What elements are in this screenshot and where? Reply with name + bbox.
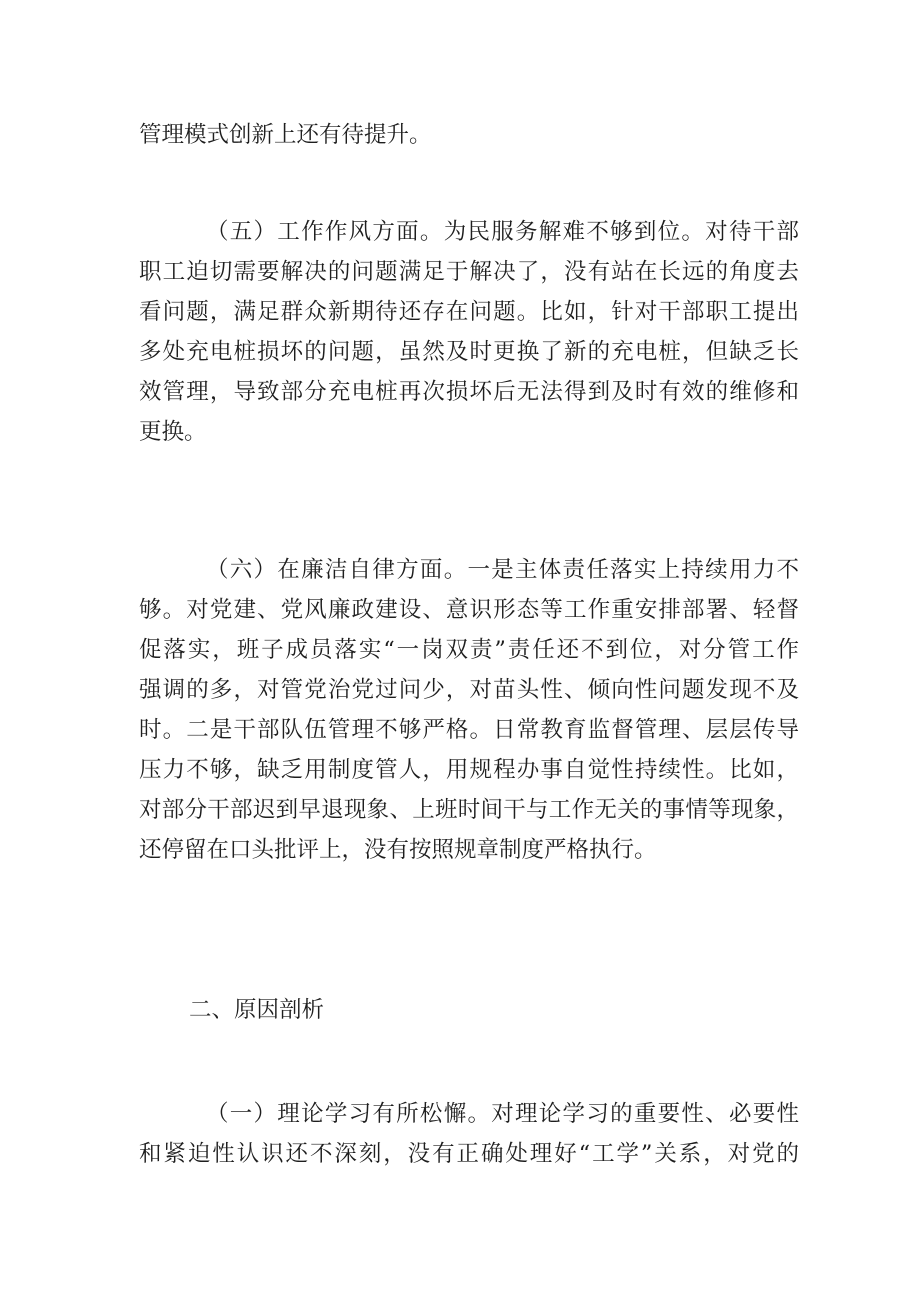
section-heading-cause-analysis	[139, 990, 799, 1030]
text-line: （六）在廉洁自律方面。一是主体责任落实上持续用力不	[206, 557, 799, 583]
text-line: 看问题，满足群众新期待还存在问题。比如，针对干部职工提出	[139, 299, 799, 325]
text-line: 和紧迫性认识还不深刻，没有正确处理好“工学”关系，对党的	[139, 1141, 799, 1167]
text-line: 更换。	[139, 419, 207, 445]
text-line: （五）工作作风方面。为民服务解难不够到位。对待干部	[206, 219, 799, 245]
paragraph-integrity	[139, 550, 799, 870]
text-line: （一）理论学习有所松懈。对理论学习的重要性、必要性	[206, 1101, 799, 1127]
paragraph-continuation	[139, 115, 799, 155]
text-line: 够。对党建、党风廉政建设、意识形态等工作重安排部署、轻督	[139, 597, 799, 623]
section-heading-text: 二、原因剖析	[189, 997, 325, 1023]
paragraph-theory-study	[139, 1094, 799, 1174]
text-line: 压力不够，缺乏用制度管人，用规程办事自觉性持续性。比如，	[139, 757, 799, 783]
text-line: 强调的多，对管党治党过问少，对苗头性、倾向性问题发现不及	[139, 677, 799, 703]
text-line: 效管理，导致部分充电桩再次损坏后无法得到及时有效的维修和	[139, 379, 799, 405]
text-line: 职工迫切需要解决的问题满足于解决了，没有站在长远的角度去	[139, 259, 799, 285]
text-line: 对部分干部迟到早退现象、上班时间干与工作无关的事情等现象，	[139, 797, 799, 823]
text-line: 多处充电桩损坏的问题，虽然及时更换了新的充电桩，但缺乏长	[139, 339, 799, 365]
text-line: 促落实，班子成员落实“一岗双责”责任还不到位，对分管工作	[139, 637, 799, 663]
text-line: 时。二是干部队伍管理不够严格。日常教育监督管理、层层传导	[139, 717, 799, 743]
text-line: 还停留在口头批评上，没有按照规章制度严格执行。	[139, 837, 657, 863]
paragraph-work-style	[139, 212, 799, 452]
text-line: 管理模式创新上还有待提升。	[139, 122, 432, 148]
